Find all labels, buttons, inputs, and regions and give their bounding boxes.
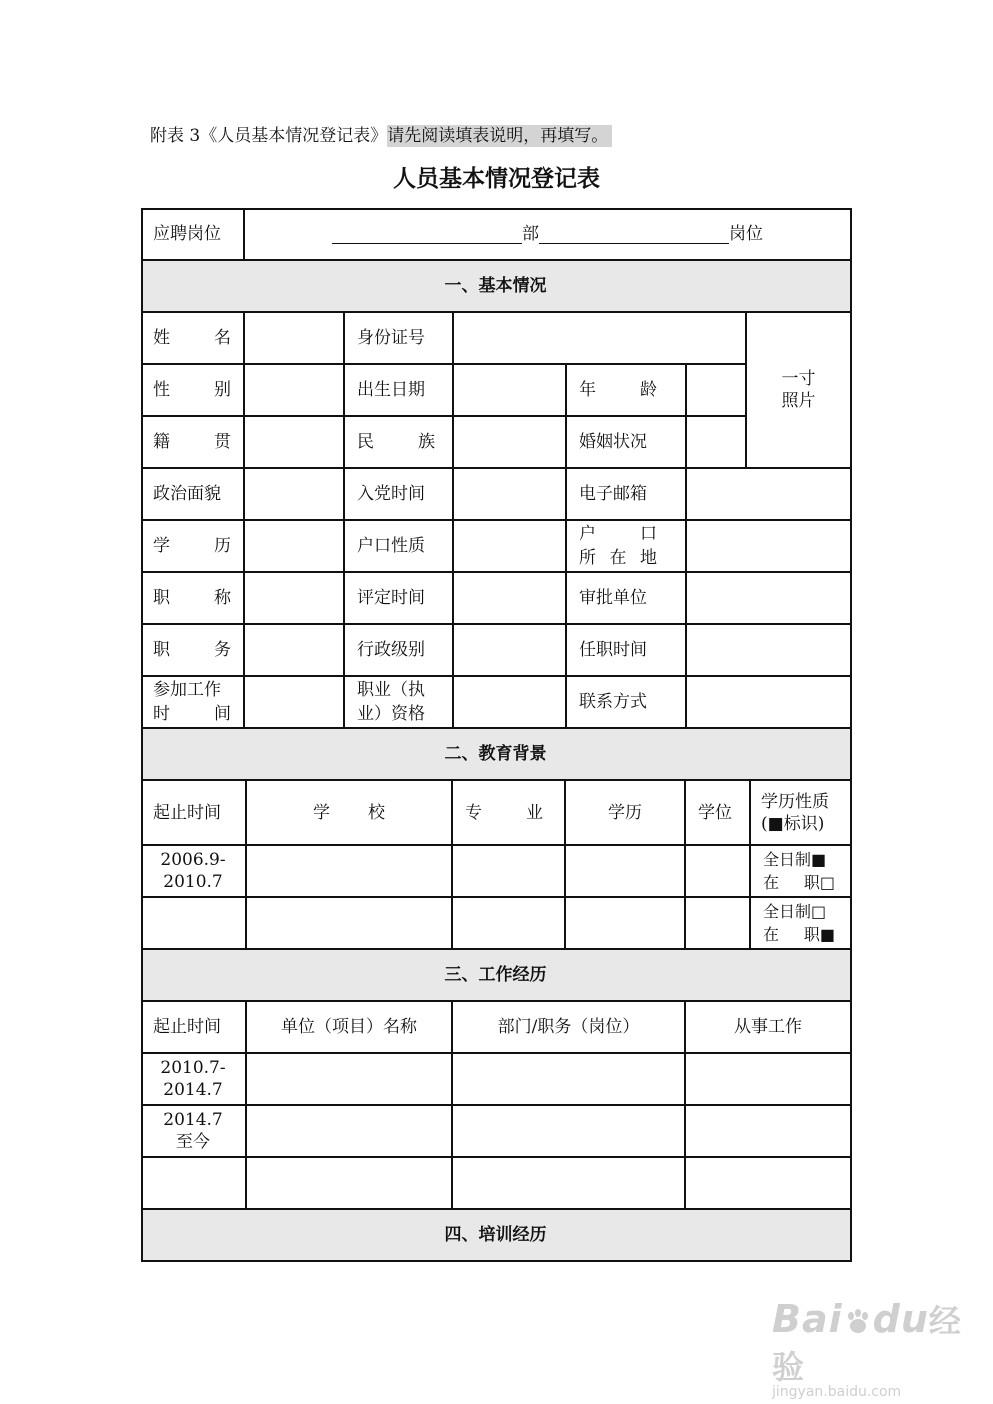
ethnicity-field[interactable] xyxy=(454,417,567,469)
edu-row-2-period[interactable] xyxy=(141,898,247,950)
duty-date-field[interactable] xyxy=(687,625,852,677)
marital-status-field[interactable] xyxy=(687,417,747,469)
edu-row-1-inservice-option[interactable]: 在 职□ xyxy=(763,873,835,892)
edu-header-major: 专 业 xyxy=(453,781,566,846)
section-training: 四、培训经历 xyxy=(141,1210,852,1262)
work-row-2-job[interactable] xyxy=(686,1106,852,1158)
photo-label-2: 照片 xyxy=(781,391,816,411)
form-note xyxy=(150,121,612,146)
edu-row-2-major[interactable] xyxy=(453,898,566,950)
edu-row-2-nature[interactable] xyxy=(751,898,852,950)
education-field[interactable] xyxy=(245,521,345,573)
name-field[interactable] xyxy=(245,313,345,365)
qualification-field[interactable] xyxy=(454,677,567,729)
label-approval-unit: 审批单位 xyxy=(567,573,687,625)
edu-row-2-fulltime-option[interactable]: 全日制□ xyxy=(763,902,827,921)
edu-row-1-major[interactable] xyxy=(453,846,566,898)
political-status-field[interactable] xyxy=(245,469,345,521)
label-email: 电子邮箱 xyxy=(567,469,687,521)
work-row-2-unit[interactable] xyxy=(247,1106,453,1158)
label-marital-status: 婚姻状况 xyxy=(567,417,687,469)
label-contact: 联系方式 xyxy=(567,677,687,729)
edu-row-1-degree-level[interactable] xyxy=(566,846,686,898)
section-work-experience: 三、工作经历 xyxy=(141,950,852,1002)
label-professional-title: 职 称 xyxy=(141,573,245,625)
label-education: 学 历 xyxy=(141,521,245,573)
post-suffix: 岗位 xyxy=(729,223,763,244)
hukou-location-field[interactable] xyxy=(687,521,852,573)
edu-row-2-degree[interactable] xyxy=(686,898,751,950)
duty-field[interactable] xyxy=(245,625,345,677)
edu-row-1-school[interactable] xyxy=(247,846,453,898)
label-age: 年 龄 xyxy=(567,365,687,417)
label-party-join-date: 入党时间 xyxy=(345,469,454,521)
label-admin-level: 行政级别 xyxy=(345,625,454,677)
label-applied-position: 应聘岗位 xyxy=(141,208,245,261)
label-duty: 职 务 xyxy=(141,625,245,677)
native-place-field[interactable] xyxy=(245,417,345,469)
watermark-url: jingyan.baidu.com xyxy=(772,1384,902,1400)
edu-header-degree: 学位 xyxy=(686,781,751,846)
label-hukou-type: 户口性质 xyxy=(345,521,454,573)
work-header-dept: 部门/职务（岗位） xyxy=(453,1002,686,1054)
form-title: 人员基本情况登记表 xyxy=(393,165,600,192)
work-row-2-period[interactable]: 2014.7 至今 xyxy=(141,1106,247,1158)
label-native-place: 籍 贯 xyxy=(141,417,245,469)
work-row-3-job[interactable] xyxy=(686,1158,852,1210)
work-row-3-period[interactable] xyxy=(141,1158,247,1210)
form-note-prefix: 附表 3《人员基本情况登记表》 xyxy=(150,126,388,146)
section-basic-info: 一、基本情况 xyxy=(141,261,852,313)
edu-row-1-period[interactable]: 2006.9- 2010.7 xyxy=(141,846,247,898)
form-note-instruction: 请先阅读填表说明，再填写。 xyxy=(387,125,612,147)
title-date-field[interactable] xyxy=(454,573,567,625)
work-start-field[interactable] xyxy=(245,677,345,729)
work-row-3-dept[interactable] xyxy=(453,1158,686,1210)
contact-field[interactable] xyxy=(687,677,852,729)
label-birth-date: 出生日期 xyxy=(345,365,454,417)
label-hukou-location: 户 口 所 在 地 xyxy=(567,521,687,573)
edu-header-degree-level: 学历 xyxy=(566,781,686,846)
work-row-1-period[interactable]: 2010.7- 2014.7 xyxy=(141,1054,247,1106)
hukou-type-field[interactable] xyxy=(454,521,567,573)
label-name: 姓 名 xyxy=(141,313,245,365)
applied-position-field[interactable] xyxy=(245,208,852,261)
registration-form-table xyxy=(141,208,852,1262)
edu-row-1-fulltime-option[interactable]: 全日制■ xyxy=(763,850,827,869)
work-row-2-dept[interactable] xyxy=(453,1106,686,1158)
work-row-1-job[interactable] xyxy=(686,1054,852,1106)
work-header-unit: 单位（项目）名称 xyxy=(247,1002,453,1054)
age-field[interactable] xyxy=(687,365,747,417)
edu-row-2-school[interactable] xyxy=(247,898,453,950)
edu-header-school: 学 校 xyxy=(247,781,453,846)
baidu-jingyan-watermark: Bai du经验 jingyan.baidu.com xyxy=(772,1296,993,1400)
work-header-job: 从事工作 xyxy=(686,1002,852,1054)
edu-header-nature: 学历性质 (■标识) xyxy=(751,781,852,846)
edu-header-period: 起止时间 xyxy=(141,781,247,846)
work-header-period: 起止时间 xyxy=(141,1002,247,1054)
gender-field[interactable] xyxy=(245,365,345,417)
work-row-3-unit[interactable] xyxy=(247,1158,453,1210)
photo-label-1: 一寸 xyxy=(781,369,816,389)
id-number-field[interactable] xyxy=(454,313,747,365)
label-id-number: 身份证号 xyxy=(345,313,454,365)
approval-unit-field[interactable] xyxy=(687,573,852,625)
edu-row-2-degree-level[interactable] xyxy=(566,898,686,950)
label-gender: 性 别 xyxy=(141,365,245,417)
email-field[interactable] xyxy=(687,469,852,521)
work-row-1-dept[interactable] xyxy=(453,1054,686,1106)
label-qualification: 职业（执 业）资格 xyxy=(345,677,454,729)
edu-row-1-nature[interactable] xyxy=(751,846,852,898)
department-blank[interactable] xyxy=(332,223,522,244)
label-title-date: 评定时间 xyxy=(345,573,454,625)
photo-box[interactable] xyxy=(747,313,852,469)
paw-icon xyxy=(843,1307,873,1337)
label-duty-date: 任职时间 xyxy=(567,625,687,677)
edu-row-1-degree[interactable] xyxy=(686,846,751,898)
post-blank[interactable] xyxy=(539,223,729,244)
section-education: 二、教育背景 xyxy=(141,729,852,781)
label-work-start: 参加工作 时 间 xyxy=(141,677,245,729)
birth-date-field[interactable] xyxy=(454,365,567,417)
party-join-date-field[interactable] xyxy=(454,469,567,521)
admin-level-field[interactable] xyxy=(454,625,567,677)
dept-suffix: 部 xyxy=(522,223,539,244)
label-ethnicity: 民 族 xyxy=(345,417,454,469)
label-political-status: 政治面貌 xyxy=(141,469,245,521)
professional-title-field[interactable] xyxy=(245,573,345,625)
work-row-1-unit[interactable] xyxy=(247,1054,453,1106)
edu-row-2-inservice-option[interactable]: 在 职■ xyxy=(763,925,835,944)
